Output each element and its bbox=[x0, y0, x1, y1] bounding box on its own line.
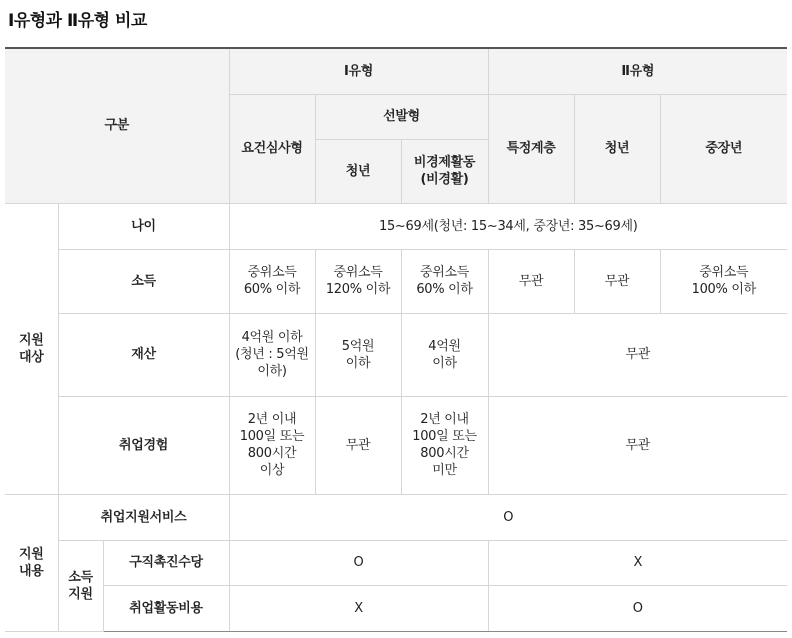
header-type2-middle: 중장년 bbox=[660, 94, 787, 203]
employment-selective-youth: 무관 bbox=[315, 396, 401, 494]
age-value: 15~69세(청년: 15~34세, 중장년: 35~69세) bbox=[229, 203, 787, 249]
group-income-support: 소득 지원 bbox=[58, 540, 103, 631]
job-seeking-allowance-type1: O bbox=[229, 540, 488, 585]
row-label-employment: 취업경험 bbox=[58, 396, 229, 494]
income-type2-youth: 무관 bbox=[574, 249, 660, 313]
income-type2-special: 무관 bbox=[488, 249, 574, 313]
income-type2-middle: 중위소득 100% 이하 bbox=[660, 249, 787, 313]
assets-selective-nonecon: 4억원 이하 bbox=[401, 313, 488, 396]
employment-type2: 무관 bbox=[488, 396, 787, 494]
header-type2: Ⅱ유형 bbox=[488, 48, 787, 94]
assets-type2: 무관 bbox=[488, 313, 787, 396]
group-content: 지원 내용 bbox=[5, 494, 58, 631]
row-label-job-seeking-allowance: 구직촉진수당 bbox=[103, 540, 229, 585]
row-label-service: 취업지원서비스 bbox=[58, 494, 229, 540]
income-selective-youth: 중위소득 120% 이하 bbox=[315, 249, 401, 313]
employment-selective-nonecon: 2년 이내 100일 또는 800시간 미만 bbox=[401, 396, 488, 494]
page-title: Ⅰ유형과 Ⅱ유형 비교 bbox=[8, 11, 147, 31]
employment-means-test: 2년 이내 100일 또는 800시간 이상 bbox=[229, 396, 315, 494]
job-activity-cost-type2: O bbox=[488, 585, 787, 631]
row-label-assets: 재산 bbox=[58, 313, 229, 396]
row-label-income: 소득 bbox=[58, 249, 229, 313]
job-seeking-allowance-type2: X bbox=[488, 540, 787, 585]
income-means-test: 중위소득 60% 이하 bbox=[229, 249, 315, 313]
assets-selective-youth: 5억원 이하 bbox=[315, 313, 401, 396]
header-type1-means-test: 요건심사형 bbox=[229, 94, 315, 203]
header-category: 구분 bbox=[5, 48, 229, 203]
service-value: O bbox=[229, 494, 787, 540]
job-activity-cost-type1: X bbox=[229, 585, 488, 631]
comparison-table bbox=[5, 47, 787, 632]
income-selective-nonecon: 중위소득 60% 이하 bbox=[401, 249, 488, 313]
group-target: 지원 대상 bbox=[5, 203, 58, 494]
row-label-age: 나이 bbox=[58, 203, 229, 249]
header-type1-selective-nonecon: 비경제활동 (비경활) bbox=[401, 139, 488, 203]
row-label-job-activity-cost: 취업활동비용 bbox=[103, 585, 229, 631]
header-type2-youth: 청년 bbox=[574, 94, 660, 203]
header-type1-selective: 선발형 bbox=[315, 94, 488, 139]
header-type1-selective-youth: 청년 bbox=[315, 139, 401, 203]
assets-means-test: 4억원 이하 (청년 : 5억원 이하) bbox=[229, 313, 315, 396]
header-type1: Ⅰ유형 bbox=[229, 48, 488, 94]
header-type2-special: 특정계층 bbox=[488, 94, 574, 203]
